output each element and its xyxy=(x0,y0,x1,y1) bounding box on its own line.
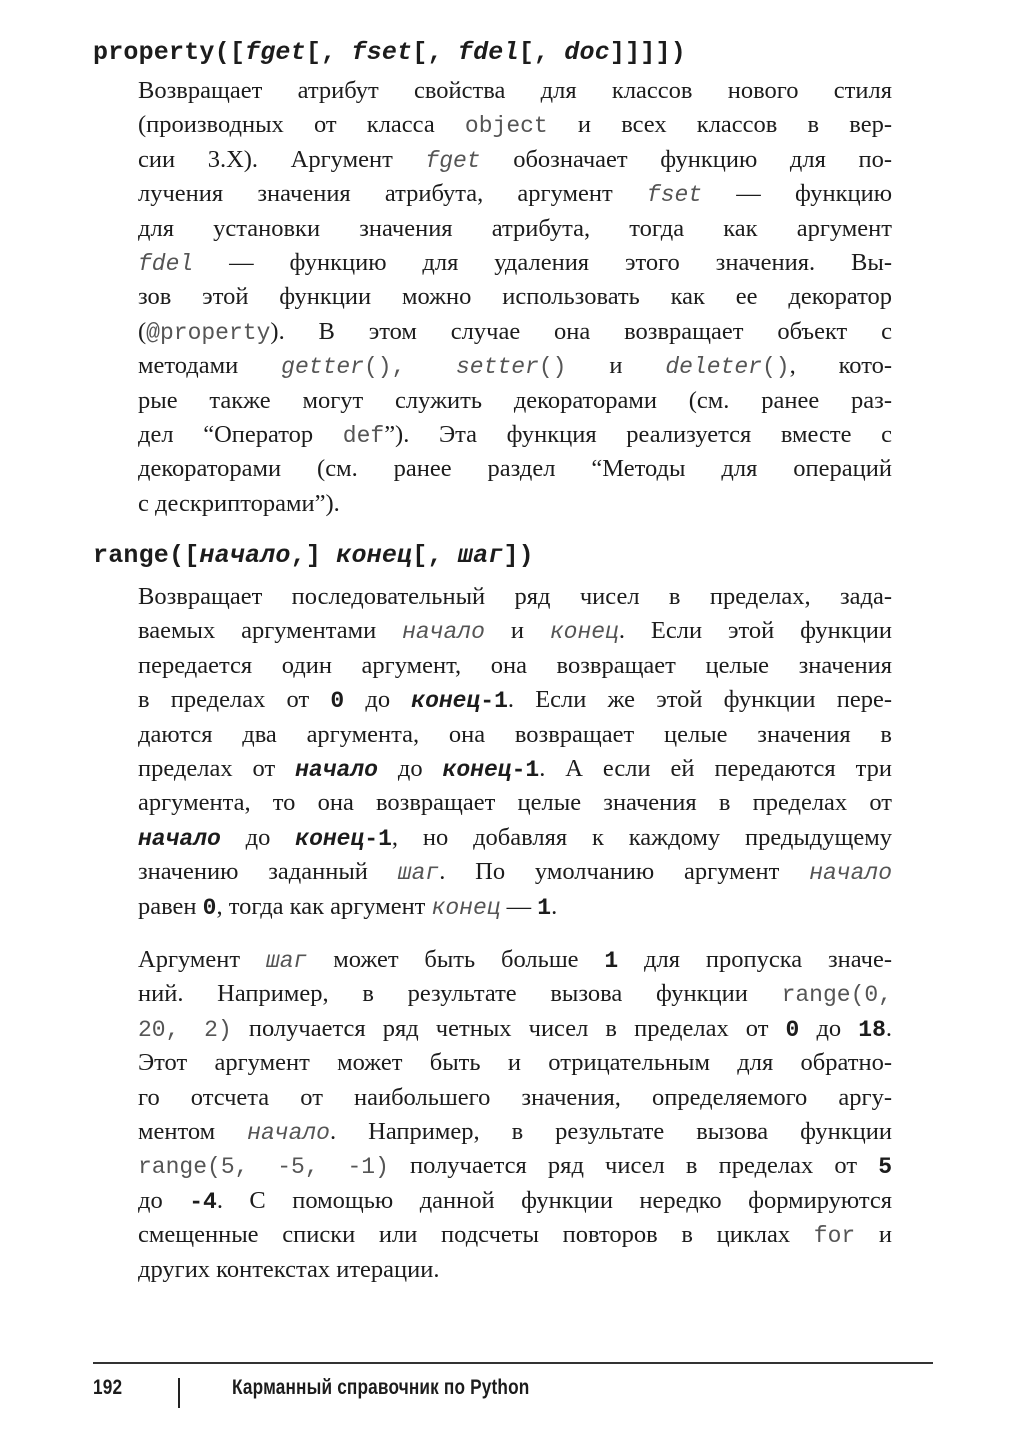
text-line: Этот аргумент может быть и отрицательным для обратно- xyxy=(138,1049,892,1077)
text-line: с дескрипторами”). xyxy=(138,489,340,517)
sig-name: range( xyxy=(93,541,185,570)
text-line: дел “Оператор def”). Эта функция реализуется вместе с xyxy=(138,420,892,449)
sig-punct: ]) xyxy=(503,541,534,570)
sig-punct: [, xyxy=(412,38,458,67)
text-line: смещенные списки или подсчеты повторов в циклах for и xyxy=(138,1221,892,1250)
text-line: го отсчета от наибольшего значения, определяемого аргу- xyxy=(138,1083,892,1111)
text-line: передается один аргумент, она возвращает целые значения xyxy=(138,651,892,679)
text-line: (@property). В этом случае она возвращает объект с xyxy=(138,317,892,346)
sig-punct: [, xyxy=(518,38,565,67)
sig-arg-fget: fget xyxy=(245,38,306,67)
sig-punct: ]]]]) xyxy=(609,38,686,67)
footer-separator xyxy=(178,1378,180,1408)
text-line: ментом начало. Например, в результате вызова функции xyxy=(138,1117,892,1146)
footer-divider xyxy=(93,1362,933,1364)
text-line: до -4. С помощью данной функции нередко формируются xyxy=(138,1186,892,1215)
property-description xyxy=(138,74,892,521)
sig-punct: ,] xyxy=(290,541,337,570)
text-line: ний. Например, в результате вызова функции range(0, xyxy=(138,980,892,1009)
text-line: рые также могут служить декораторами (см. ранее раз- xyxy=(138,386,892,414)
text-line: равен 0, тогда как аргумент конец — 1. xyxy=(138,892,558,921)
sig-punct: [ xyxy=(184,541,200,570)
text-line: fdel — функцию для удаления этого значения. Вы- xyxy=(138,248,892,277)
text-line: для установки значения атрибута, тогда как аргумент xyxy=(138,214,892,242)
sig-punct: [, xyxy=(412,541,458,570)
sig-name: property( xyxy=(93,38,230,67)
text-line: начало до конец-1, но добавляя к каждому предыдущему xyxy=(138,823,893,852)
book-title: Карманный справочник по Python xyxy=(232,1376,530,1399)
text-line: других контекстах итерации. xyxy=(138,1255,440,1283)
text-line: (производных от класса object и всех классов в вер- xyxy=(138,111,892,140)
text-line: Возвращает атрибут свойства для классов нового стиля xyxy=(138,77,892,104)
text-line: 20, 2) получается ряд четных чисел в пределах от 0 до 18. xyxy=(138,1014,892,1043)
sig-arg-step: шаг xyxy=(457,541,504,570)
text-line: аргумента, то она возвращает целые значения в пределах от xyxy=(138,789,892,817)
sig-punct: [ xyxy=(229,38,246,67)
sig-arg-stop: конец xyxy=(336,541,413,570)
sig-arg-fdel: fdel xyxy=(457,38,519,67)
text-line: лучения значения атрибута, аргумент fset — функцию xyxy=(138,180,892,209)
text-line: декораторами (см. ранее раздел “Методы для операций xyxy=(138,455,892,483)
sig-arg-fset: fset xyxy=(351,38,413,67)
text-line: сии 3.X). Аргумент fget обозначает функцию для по- xyxy=(138,145,892,174)
text-line: Аргумент шаг может быть больше 1 для пропуска значе- xyxy=(138,946,892,974)
range-description-1 xyxy=(138,580,892,924)
text-line: в пределах от 0 до конец-1. Если же этой функции пере- xyxy=(138,686,892,715)
text-line: даются два аргумента, она возвращает целые значения в xyxy=(138,720,892,748)
text-line: значению заданный шаг. По умолчанию аргумент начало xyxy=(138,858,893,887)
page-number: 192 xyxy=(93,1376,123,1399)
text-line: Возвращает последовательный ряд чисел в пределах, зада- xyxy=(138,583,892,610)
sig-arg-start: начало xyxy=(199,541,291,570)
range-description-2 xyxy=(138,943,892,1287)
text-line: range(5, -5, -1) получается ряд чисел в пределах от 5 xyxy=(138,1152,892,1181)
function-signature-property xyxy=(93,38,686,67)
text-line: зов этой функции можно использовать как ее декоратор xyxy=(138,283,892,311)
sig-arg-doc: doc xyxy=(564,38,610,67)
text-line: ваемых аргументами начало и конец. Если этой функции xyxy=(138,617,892,646)
sig-punct: [, xyxy=(305,38,352,67)
function-signature-range xyxy=(93,541,534,570)
text-line: пределах от начало до конец-1. А если ей передаются три xyxy=(138,754,893,783)
text-line: методами getter(), setter() и deleter(), кото- xyxy=(138,352,892,381)
